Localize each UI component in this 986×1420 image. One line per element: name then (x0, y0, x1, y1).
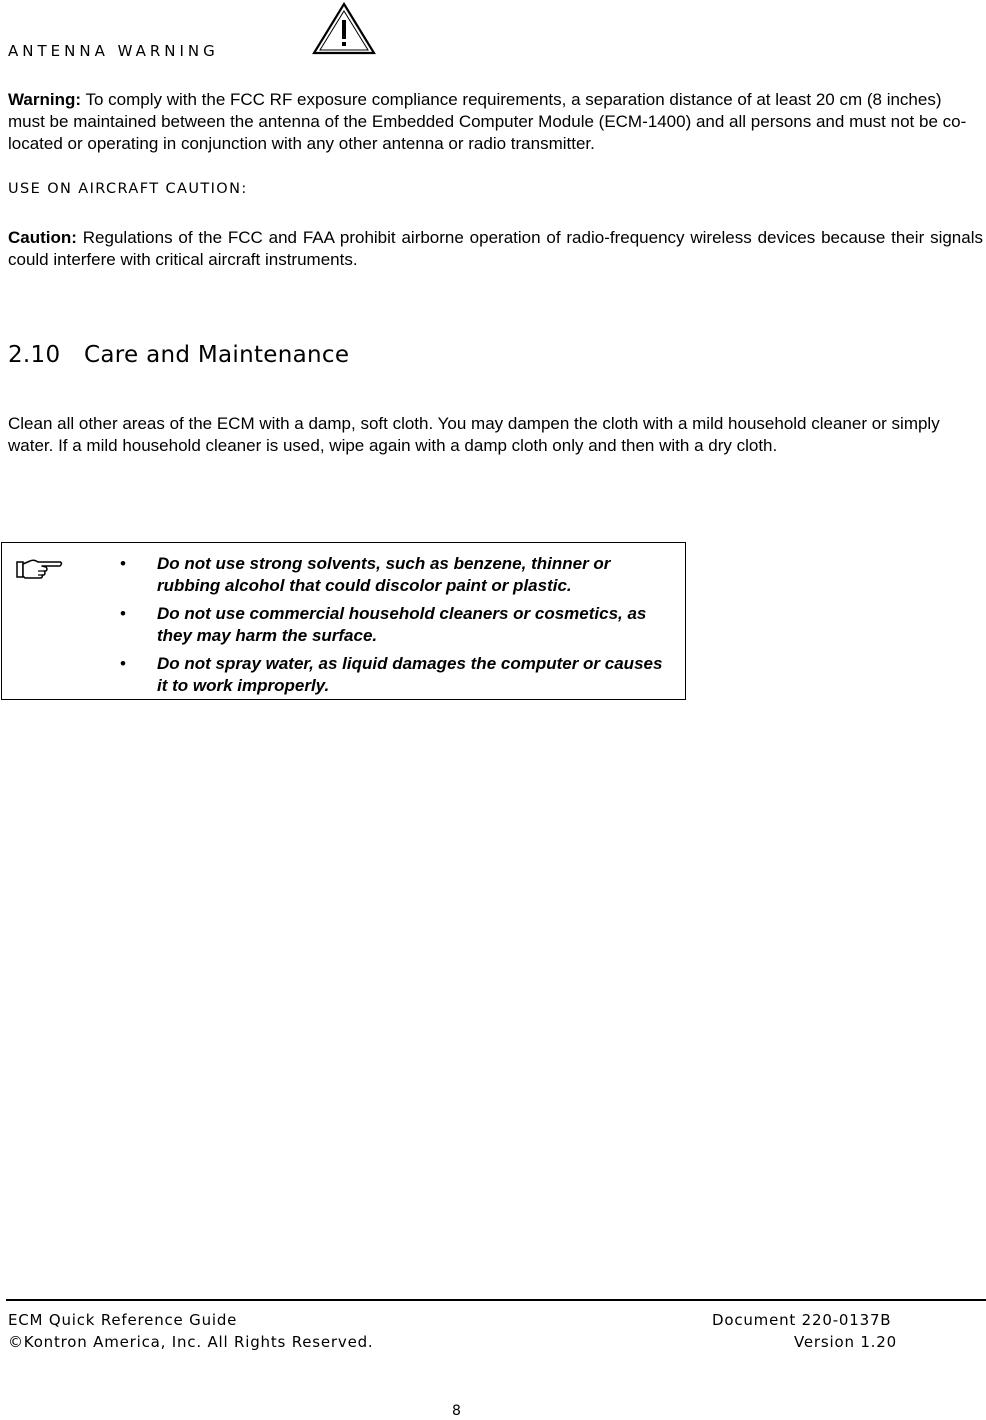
note-list (114, 553, 674, 703)
section-body-paragraph: Clean all other areas of the ECM with a damp, soft cloth. You may dampen the cloth with a mild household cleaner or simply water. If a mild household cleaner is used, wipe again with a damp cloth only and then with a dry cloth. (8, 414, 940, 455)
note-box (1, 542, 686, 700)
aircraft-caution-paragraph (8, 227, 983, 271)
caution-text: Regulations of the FCC and FAA prohibit airborne operation of radio-frequency wireless devices because their signals could interfere with critical aircraft instruments. (8, 228, 983, 269)
bullet: • (120, 554, 126, 573)
warning-text: To comply with the FCC RF exposure compliance requirements, a separation distance of at least 20 cm (8 inches) must be maintained between the antenna of the Embedded Computer Module (ECM-1400) and all persons and must not be co-located or operating in conjunction with any other antenna or radio transmitter. (8, 90, 967, 153)
pointing-hand-icon (16, 557, 64, 583)
bullet: • (120, 654, 126, 673)
antenna-warning-paragraph (8, 89, 983, 155)
note-item: • Do not spray water, as liquid damages the computer or causes it to work improperly. (120, 654, 663, 695)
section-heading (8, 342, 349, 368)
warning-triangle-icon (312, 2, 376, 56)
warning-label: Warning: (8, 90, 82, 109)
section-title: Care and Maintenance (84, 342, 350, 368)
note-item: • Do not use commercial household cleaners or cosmetics, as they may harm the surface. (120, 604, 647, 645)
footer-divider (6, 1299, 986, 1301)
caution-label: Caution: (8, 228, 77, 247)
section-number: 2.10 (8, 342, 61, 368)
bullet: • (120, 604, 126, 623)
footer-copyright: ©Kontron America, Inc. All Rights Reserved. (8, 1333, 374, 1351)
note-item: • Do not use strong solvents, such as benzene, thinner or rubbing alcohol that could discolor paint or plastic. (120, 554, 611, 595)
aircraft-caution-heading: USE ON AIRCRAFT CAUTION: (8, 181, 248, 197)
antenna-warning-heading: ANTENNA WARNING (8, 42, 219, 60)
page-number: 8 (452, 1403, 462, 1419)
footer-guide-title: ECM Quick Reference Guide (8, 1311, 238, 1329)
footer-version: Version 1.20 (794, 1333, 897, 1351)
footer-document-number: Document 220-0137B (712, 1311, 892, 1329)
